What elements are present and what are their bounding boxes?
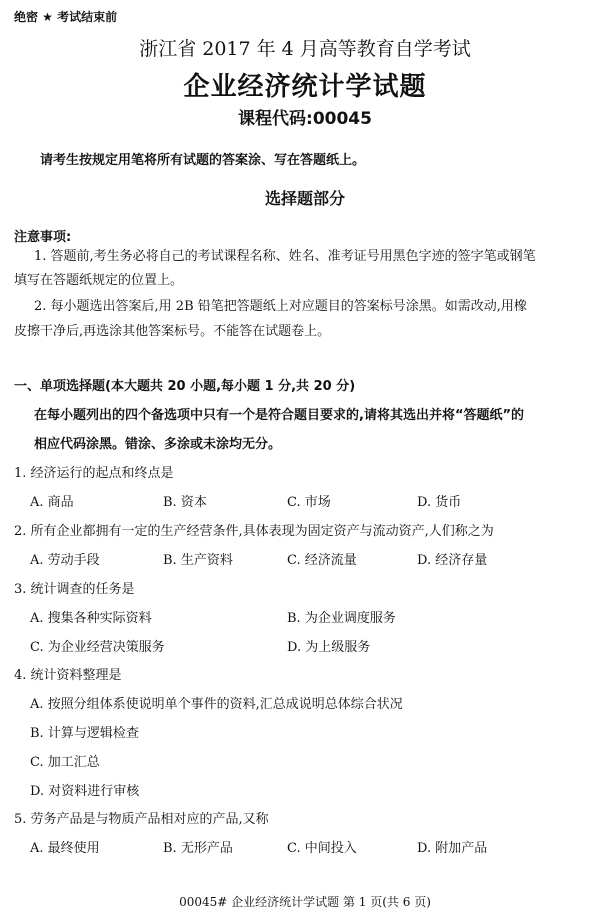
answer-instruction: 请考生按规定用笔将所有试题的答案涂、写在答题纸上。 xyxy=(40,153,366,168)
question-4-stem: 4. 统计资料整理是 xyxy=(14,668,122,683)
notice-item-2-line-2: 皮擦干净后,再选涂其他答案标号。不能答在试题卷上。 xyxy=(14,324,331,339)
notice-item-1-line-2: 填写在答题纸规定的位置上。 xyxy=(14,273,184,288)
question-5-option-b: B. 无形产品 xyxy=(163,841,233,856)
part1-desc-line-1: 在每小题列出的四个备选项中只有一个是符合题目要求的,请将其选出并将“答题纸”的 xyxy=(34,408,525,423)
question-5-option-d: D. 附加产品 xyxy=(417,841,488,856)
question-5-option-c: C. 中间投入 xyxy=(287,841,357,856)
part1-heading: 一、单项选择题(本大题共 20 小题,每小题 1 分,共 20 分) xyxy=(14,379,356,394)
part1-desc-line-2: 相应代码涂黑。错涂、多涂或未涂均无分。 xyxy=(34,437,282,452)
question-1-option-b: B. 资本 xyxy=(163,495,207,510)
section-title: 选择题部分 xyxy=(264,189,345,208)
course-code: 课程代码:00045 xyxy=(238,109,372,129)
question-1-stem: 1. 经济运行的起点和终点是 xyxy=(14,466,174,481)
question-4-option-d: D. 对资料进行审核 xyxy=(30,784,140,799)
question-1-option-c: C. 市场 xyxy=(287,495,331,510)
notice-item-1-line-1: 1. 答题前,考生务必将自己的考试课程名称、姓名、准考证号用黑色字迹的签字笔或钢笔 xyxy=(34,249,536,264)
question-3-option-d: D. 为上级服务 xyxy=(287,640,371,655)
question-3-option-a: A. 搜集各种实际资料 xyxy=(30,611,152,626)
question-3-option-b: B. 为企业调度服务 xyxy=(287,611,396,626)
question-4-option-b: B. 计算与逻辑检查 xyxy=(30,726,139,741)
secrecy-label: 绝密 ★ 考试结束前 xyxy=(14,10,118,24)
question-2-stem: 2. 所有企业都拥有一定的生产经营条件,具体表现为固定资产与流动资产,人们称之为 xyxy=(14,524,494,539)
page-footer: 00045# 企业经济统计学试题 第 1 页(共 6 页) xyxy=(179,895,431,909)
exam-name: 浙江省 2017 年 4 月高等教育自学考试 xyxy=(139,38,471,60)
question-2-option-c: C. 经济流量 xyxy=(287,553,357,568)
question-3-option-c: C. 为企业经营决策服务 xyxy=(30,640,165,655)
notice-heading: 注意事项: xyxy=(14,230,72,245)
question-4-option-c: C. 加工汇总 xyxy=(30,755,100,770)
question-1-option-a: A. 商品 xyxy=(30,495,74,510)
notice-item-2-line-1: 2. 每小题选出答案后,用 2B 铅笔把答题纸上对应题目的答案标号涂黑。如需改动,用橡 xyxy=(34,299,527,314)
question-1-option-d: D. 货币 xyxy=(417,495,462,510)
question-2-option-d: D. 经济存量 xyxy=(417,553,488,568)
question-2-option-a: A. 劳动手段 xyxy=(30,553,100,568)
question-5-option-a: A. 最终使用 xyxy=(30,841,100,856)
question-3-stem: 3. 统计调查的任务是 xyxy=(14,582,135,597)
question-5-stem: 5. 劳务产品是与物质产品相对应的产品,又称 xyxy=(14,812,269,827)
page-title: 企业经济统计学试题 xyxy=(183,72,427,102)
question-4-option-a: A. 按照分组体系使说明单个事件的资料,汇总成说明总体综合状况 xyxy=(30,697,403,712)
question-2-option-b: B. 生产资料 xyxy=(163,553,233,568)
